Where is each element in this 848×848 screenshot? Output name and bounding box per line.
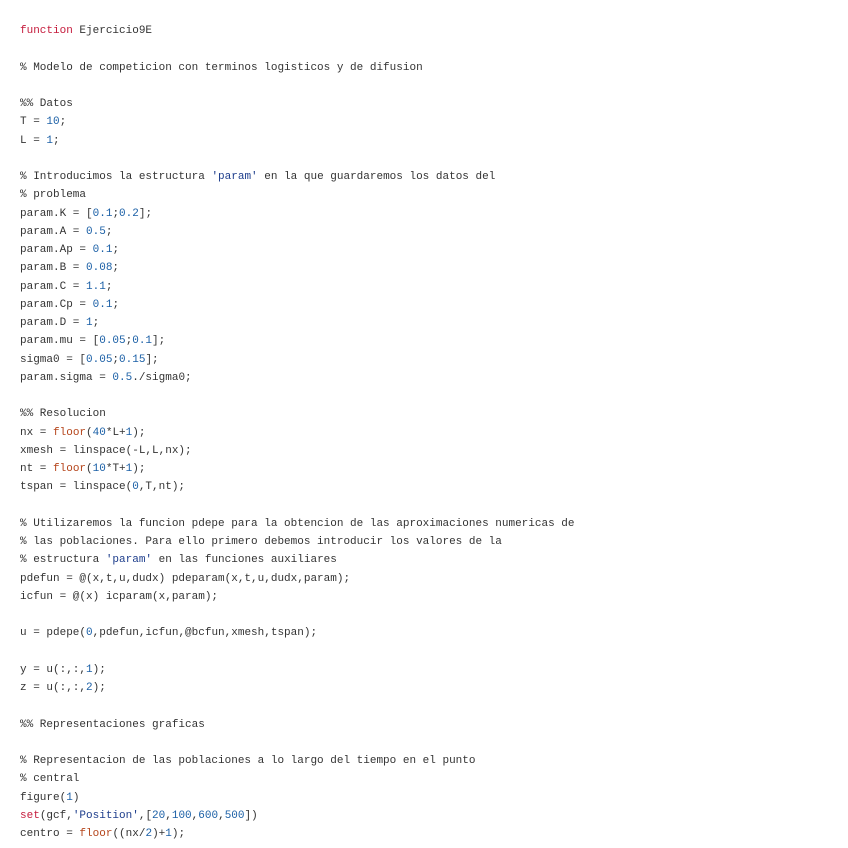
code-token: floor	[53, 426, 87, 439]
code-line	[20, 515, 575, 533]
code-token: Ejercicio9E	[72, 25, 153, 37]
code-token: 20	[152, 809, 166, 822]
code-token: ,pdefun,icfun,@bcfun,xmesh,tspan);	[92, 627, 318, 640]
code-line	[20, 442, 575, 460]
code-token: ,	[218, 809, 225, 822]
code-token: sigma0 = [	[20, 353, 87, 366]
code-token: 2	[86, 682, 93, 694]
code-token: 0.1	[92, 298, 113, 311]
code-token: 0.2	[119, 207, 139, 220]
code-line-empty	[20, 40, 575, 58]
code-token: nt =	[20, 463, 54, 475]
code-line	[20, 661, 575, 679]
code-line	[20, 405, 575, 423]
code-token: z = u(:,:,	[20, 682, 87, 694]
code-line	[20, 825, 575, 843]
code-token: pdefun = @(x,t,u,dudx) pdeparam(x,t,u,dudx,param);	[20, 572, 351, 585]
code-token: %% Datos	[20, 98, 73, 110]
code-token: ,T,nt);	[138, 481, 186, 494]
code-token: );	[92, 663, 106, 676]
code-line	[20, 113, 575, 131]
code-token: ;	[92, 317, 100, 329]
code-token: ;	[125, 335, 133, 348]
code-token: ;	[112, 298, 120, 311]
code-token: % problema	[20, 189, 87, 202]
code-token: );	[132, 463, 146, 475]
code-line-empty	[20, 77, 575, 95]
code-token: param.Ap =	[20, 244, 93, 256]
code-line-empty	[20, 606, 575, 624]
code-token: y = u(:,:,	[20, 663, 87, 676]
code-lines	[20, 22, 575, 843]
code-line	[20, 132, 575, 150]
code-line	[20, 223, 575, 241]
code-token: ./sigma0;	[132, 371, 192, 384]
code-line	[20, 314, 575, 332]
code-line-empty	[20, 734, 575, 752]
code-line-empty	[20, 697, 575, 715]
code-line	[20, 369, 575, 387]
code-token: ;	[53, 134, 60, 147]
code-token: ];	[152, 335, 166, 348]
code-line	[20, 752, 575, 770]
code-token: );	[92, 682, 106, 694]
code-token: 'Position'	[72, 809, 139, 822]
code-token: 0.15	[119, 353, 146, 366]
code-token: param.B =	[20, 262, 87, 275]
code-token: (	[86, 463, 93, 475]
code-token: 1	[66, 791, 73, 804]
code-line	[20, 205, 575, 223]
code-token: ((nx/	[112, 828, 146, 840]
code-token: % las poblaciones. Para ello primero debemos introducir los valores de la	[20, 536, 502, 548]
code-token: %% Resolucion	[20, 408, 106, 421]
code-token: param.A =	[20, 225, 87, 238]
code-token: 10	[92, 463, 106, 475]
code-token: ,[	[138, 809, 153, 822]
code-token: 1	[86, 663, 93, 676]
code-token: ,	[191, 809, 199, 822]
code-line	[20, 278, 575, 296]
code-token: 0.05	[99, 335, 126, 348]
code-token: floor	[79, 828, 113, 840]
code-token: nx =	[20, 426, 54, 439]
code-line	[20, 716, 575, 734]
code-token: )	[72, 791, 80, 804]
code-line	[20, 679, 575, 697]
code-line	[20, 424, 575, 442]
code-token: 1	[125, 426, 133, 439]
code-token: 0.05	[86, 353, 113, 366]
code-line	[20, 186, 575, 204]
code-line-empty	[20, 643, 575, 661]
code-token: T =	[20, 116, 47, 129]
code-token: 0.1	[132, 335, 153, 348]
code-token: 0.5	[86, 225, 106, 238]
code-line-empty	[20, 387, 575, 405]
code-token: param.mu = [	[20, 335, 100, 348]
code-line	[20, 95, 575, 113]
code-line	[20, 807, 575, 825]
code-token: 'param'	[105, 554, 153, 567]
code-token: 100	[171, 809, 192, 822]
code-line	[20, 168, 575, 186]
code-token: xmesh = linspace(-L,L,nx);	[20, 444, 192, 457]
code-token: (gcf,	[39, 809, 73, 822]
code-token: (	[86, 426, 93, 439]
code-token: ;	[112, 207, 120, 220]
code-token: 0.08	[86, 262, 113, 275]
code-line	[20, 241, 575, 259]
code-token: tspan = linspace(	[20, 481, 133, 494]
code-token: en la que guardaremos los datos del	[257, 171, 496, 183]
code-token: 0.1	[92, 207, 113, 220]
code-token: 500	[224, 809, 245, 822]
code-token: 0	[86, 627, 93, 640]
code-token: ;	[105, 225, 113, 238]
code-token: u = pdepe(	[20, 627, 87, 640]
code-token: );	[132, 426, 146, 439]
code-line	[20, 259, 575, 277]
code-token: 2	[145, 828, 153, 840]
code-token: 0.1	[92, 244, 113, 256]
code-token: % Representacion de las poblaciones a lo largo del tiempo en el punto	[20, 755, 476, 767]
code-token: 'param'	[211, 171, 258, 183]
code-token: % Utilizaremos la funcion pdepe para la obtencion de las aproximaciones numericas de	[20, 517, 575, 530]
code-token: param.D =	[20, 317, 87, 329]
code-token: 40	[92, 426, 106, 439]
code-token: ;	[59, 116, 67, 129]
code-line	[20, 478, 575, 496]
code-token: param.Cp =	[20, 298, 93, 311]
code-token: 1.1	[86, 280, 106, 293]
code-token: floor	[53, 463, 87, 475]
code-line	[20, 351, 575, 369]
code-token: 1	[86, 317, 93, 329]
code-line	[20, 296, 575, 314]
code-token: % Introducimos la estructura	[20, 171, 212, 183]
code-token: 10	[46, 116, 60, 129]
code-token: 600	[198, 809, 219, 822]
code-line	[20, 570, 575, 588]
code-token: 0.5	[112, 371, 133, 384]
code-line	[20, 770, 575, 788]
code-token: ];	[138, 207, 153, 220]
code-line	[20, 332, 575, 350]
code-line-empty	[20, 150, 575, 168]
code-token: ;	[105, 280, 113, 293]
code-token: ];	[145, 353, 159, 366]
code-token: %% Representaciones graficas	[20, 718, 205, 731]
code-line	[20, 22, 575, 40]
code-token: ;	[112, 262, 120, 275]
code-token: );	[171, 828, 186, 840]
code-token: ,	[165, 809, 172, 822]
code-token: set	[20, 809, 40, 822]
code-token: )+	[152, 828, 166, 840]
code-line-empty	[20, 497, 575, 515]
code-token: 1	[46, 134, 54, 147]
code-line	[20, 789, 575, 807]
code-line	[20, 588, 575, 606]
code-token: *T+	[105, 463, 126, 475]
code-token: 0	[132, 481, 139, 494]
code-line	[20, 624, 575, 642]
code-token: 1	[125, 463, 133, 475]
code-token: figure(	[20, 791, 67, 804]
code-token: ])	[244, 809, 258, 822]
code-line	[20, 460, 575, 478]
code-token: *L+	[105, 426, 126, 439]
code-token: param.K = [	[20, 207, 93, 220]
code-token: ;	[112, 353, 120, 366]
code-line	[20, 551, 575, 569]
code-token: en las funciones auxiliares	[152, 554, 337, 567]
code-token: param.sigma =	[20, 371, 113, 384]
code-token: centro =	[20, 828, 80, 840]
code-token: % estructura	[20, 554, 106, 567]
code-token: % central	[20, 773, 80, 786]
code-token: icfun = @(x) icparam(x,param);	[20, 590, 219, 603]
code-line	[20, 533, 575, 551]
code-token: L =	[20, 134, 47, 147]
code-token: 1	[165, 828, 172, 840]
code-token: param.C =	[20, 280, 87, 293]
code-token: ;	[112, 244, 120, 256]
code-line	[20, 59, 575, 77]
code-token: function	[20, 25, 73, 37]
code-token: % Modelo de competicion con terminos logisticos y de difusion	[20, 61, 423, 74]
